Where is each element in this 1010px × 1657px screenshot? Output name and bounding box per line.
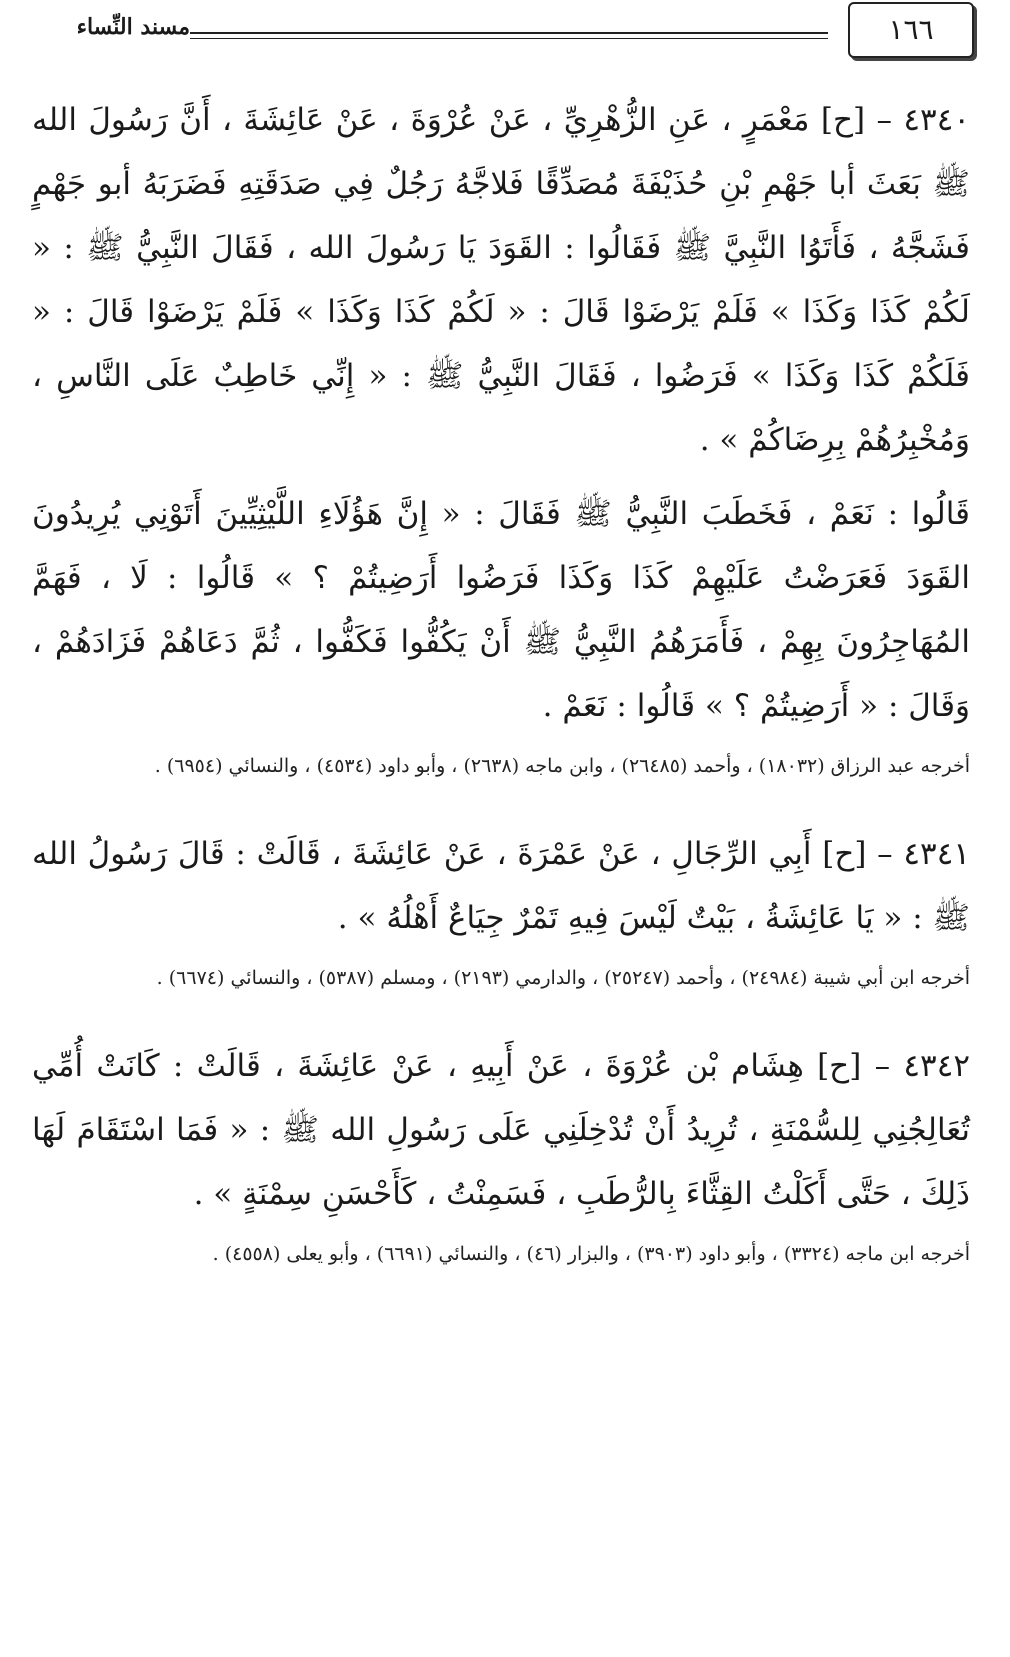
takhrij-note: أخرجه ابن أبي شيبة (٢٤٩٨٤) ، وأحمد (٢٥٢٤٧) ، والدارمي (٢١٩٣) ، ومسلم (٥٣٨٧) ، والنسائي (٦٦٧٤) . [156, 967, 970, 989]
hadith-4341 [32, 822, 970, 998]
header-rule [190, 32, 828, 34]
header-rule-thin [190, 38, 828, 39]
hadith-text: ٤٣٤٢ – [ح] هِشَام بْن عُرْوَةَ ، عَنْ أَبِيهِ ، عَنْ عَائِشَةَ ، قَالَتْ : كَانَتْ أُمِّي تُعَالِجُنِي لِلسُّمْنَةِ ، تُرِيدُ أَنْ تُدْخِلَنِي عَلَى رَسُولِ الله ﷺ : « فَمَا اسْتَقَامَ لَهَا ذَلِكَ ، حَتَّى أَكَلْتُ القِثَّاءَ بِالرُّطَبِ ، فَسَمِنْتُ ، كَأَحْسَنِ سِمْنَةٍ » . [32, 1048, 970, 1212]
hadith-text: ٤٣٤٠ – [ح] مَعْمَرٍ ، عَنِ الزُّهْرِيِّ ، عَنْ عُرْوَةَ ، عَنْ عَائِشَةَ ، أَنَّ رَسُولَ الله ﷺ بَعَثَ أبا جَهْمِ بْنِ حُذَيْفَةَ مُصَدِّقًا فَلاجَّهُ رَجُلٌ فِي صَدَقَتِهِ فَضَرَبَهُ أبو جَهْمٍ فَشَجَّهُ ، فَأَتَوُا النَّبِيَّ ﷺ فَقَالُوا : القَوَدَ يَا رَسُولَ الله ، فَقَالَ النَّبِيُّ ﷺ : « لَكُمْ كَذَا وَكَذَا » فَلَمْ يَرْضَوْا قَالَ : « لَكُمْ كَذَا وَكَذَا » فَلَمْ يَرْضَوْا قَالَ : « فَلَكُمْ كَذَا وَكَذَا » فَرَضُوا ، فَقَالَ النَّبِيُّ ﷺ : « إِنِّي خَاطِبٌ عَلَى النَّاسِ ، وَمُخْبِرُهُمْ بِرِضَاكُمْ » . [32, 102, 971, 458]
hadith-4342 [32, 1034, 970, 1274]
takhrij-note: أخرجه عبد الرزاق (١٨٠٣٢) ، وأحمد (٢٦٤٨٥) ، وابن ماجه (٢٦٣٨) ، وأبو داود (٤٥٣٤) ، والنسائي (٦٩٥٤) . [154, 755, 970, 777]
hadith-4340 [32, 88, 970, 786]
page-content [32, 88, 970, 1274]
hadith-text: ٤٣٤١ – [ح] أَبِي الرِّجَالِ ، عَنْ عَمْرَةَ ، عَنْ عَائِشَةَ ، قَالَتْ : قَالَ رَسُولُ الله ﷺ : « يَا عَائِشَةُ ، بَيْتٌ لَيْسَ فِيهِ تَمْرٌ جِيَاعٌ أَهْلُهُ » . [32, 836, 970, 936]
running-title: مسند النِّساء [76, 14, 190, 40]
page-header [0, 0, 1010, 60]
page-number: ١٦٦ [848, 2, 974, 58]
takhrij-note: أخرجه ابن ماجه (٣٣٢٤) ، وأبو داود (٣٩٠٣) ، والبزار (٤٦) ، والنسائي (٦٦٩١) ، وأبو يعلى (٤٥٥٨) . [212, 1243, 970, 1265]
hadith-text: قَالُوا : نَعَمْ ، فَخَطَبَ النَّبِيُّ ﷺ فَقَالَ : « إِنَّ هَؤُلَاءِ اللَّيْثِيِّينَ أَتَوْنِي يُرِيدُونَ القَوَدَ فَعَرَضْتُ عَلَيْهِمْ كَذَا وَكَذَا فَرَضُوا أَرَضِيتُمْ ؟ » قَالُوا : لَا ، فَهَمَّ المُهَاجِرُونَ بِهِمْ ، فَأَمَرَهُمُ النَّبِيُّ ﷺ أَنْ يَكُفُّوا فَكَفُّوا ، ثُمَّ دَعَاهُمْ فَزَادَهُمْ ، وَقَالَ : « أَرَضِيتُمْ ؟ » قَالُوا : نَعَمْ . [32, 496, 970, 724]
